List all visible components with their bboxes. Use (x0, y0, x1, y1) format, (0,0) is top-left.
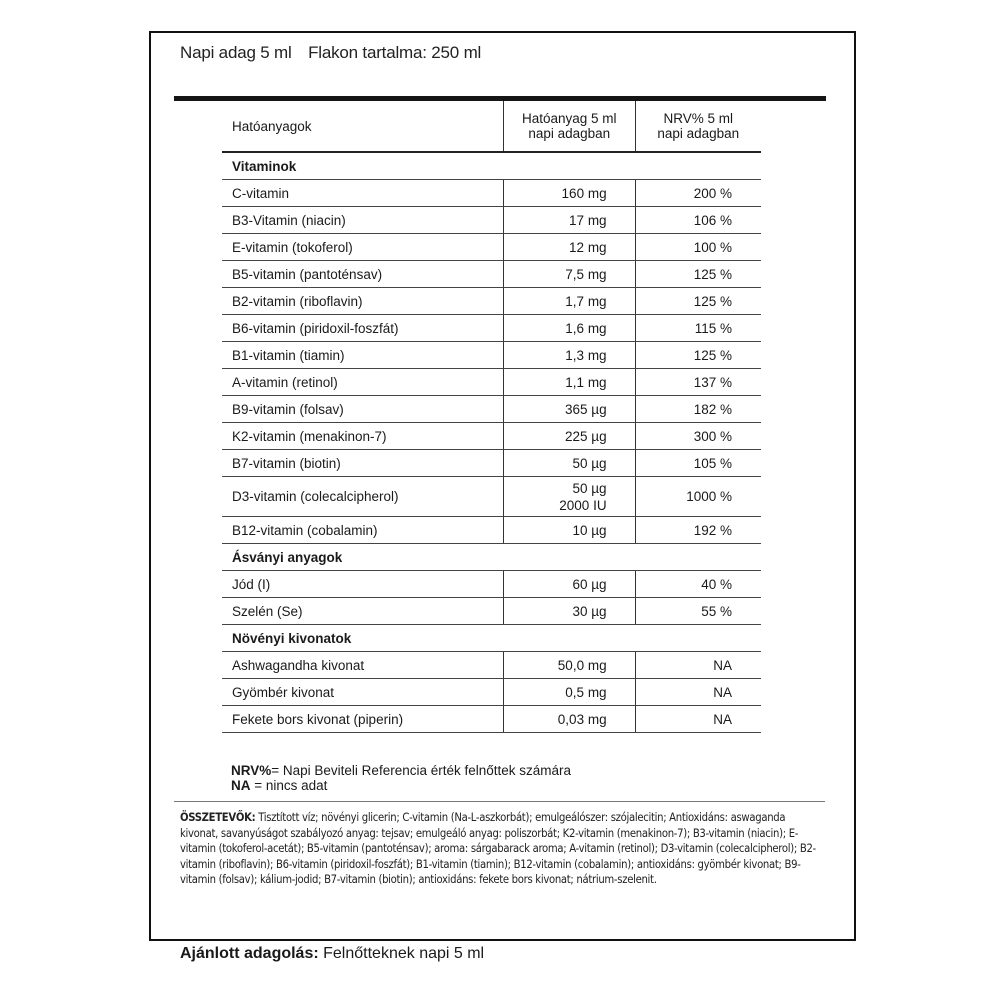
legend (231, 763, 571, 793)
table-row (222, 423, 761, 450)
ingredient-nrv: 106 % (635, 207, 761, 234)
section-spacer (503, 625, 635, 652)
ingredient-nrv: 182 % (635, 396, 761, 423)
ingredient-amount: 30 µg (503, 598, 635, 625)
table-row (222, 598, 761, 625)
ingredient-amount: 50 µg 2000 IU (503, 477, 635, 517)
ingredient-name: B12-vitamin (cobalamin) (222, 517, 503, 544)
table-row (222, 706, 761, 733)
ingredient-amount: 1,7 mg (503, 288, 635, 315)
product-header (180, 43, 481, 63)
table-row (222, 571, 761, 598)
ingredient-nrv: 125 % (635, 342, 761, 369)
table-row (222, 477, 761, 517)
ingredient-nrv: 125 % (635, 261, 761, 288)
ingredient-nrv: 192 % (635, 517, 761, 544)
nutrition-table (222, 101, 761, 733)
ingredient-name: E-vitamin (tokoferol) (222, 234, 503, 261)
ingredient-amount: 60 µg (503, 571, 635, 598)
ingredient-nrv: NA (635, 679, 761, 706)
section-row (222, 544, 761, 571)
ingredient-nrv: 1000 % (635, 477, 761, 517)
legend-na: NA = nincs adat (231, 778, 328, 793)
table-header-row (222, 101, 761, 152)
ingredient-name: Ashwagandha kivonat (222, 652, 503, 679)
ingredient-amount: 7,5 mg (503, 261, 635, 288)
section-spacer (635, 625, 761, 652)
ingredients-label: ÖSSZETEVŐK: (180, 811, 256, 824)
ingredient-name: Szelén (Se) (222, 598, 503, 625)
ingredient-amount: 17 mg (503, 207, 635, 234)
ingredient-nrv: 115 % (635, 315, 761, 342)
table-row (222, 180, 761, 207)
ingredient-nrv: 40 % (635, 571, 761, 598)
ingredient-name: C-vitamin (222, 180, 503, 207)
ingredient-name: A-vitamin (retinol) (222, 369, 503, 396)
bottle-contents: Flakon tartalma: 250 ml (308, 43, 482, 62)
table-row (222, 261, 761, 288)
ingredient-amount: 50,0 mg (503, 652, 635, 679)
daily-dose: Napi adag 5 ml (180, 43, 292, 62)
ingredient-nrv: 125 % (635, 288, 761, 315)
section-spacer (503, 544, 635, 571)
section-row (222, 152, 761, 180)
ingredient-name: K2-vitamin (menakinon-7) (222, 423, 503, 450)
ingredient-amount: 0,03 mg (503, 706, 635, 733)
table-row (222, 207, 761, 234)
table-row (222, 315, 761, 342)
ingredients-divider (174, 801, 825, 802)
ingredient-name: B3-Vitamin (niacin) (222, 207, 503, 234)
ingredient-name: B9-vitamin (folsav) (222, 396, 503, 423)
ingredient-amount: 0,5 mg (503, 679, 635, 706)
section-row (222, 625, 761, 652)
ingredients-list: Tisztított víz; növényi glicerin; C-vitamin (Na-L-aszkorbát); emulgeálószer: szójalecitin; Antioxidáns: aswaganda kivonat, savanyúságot szabályozó anyag: tejsav; emulgeáló anyag: poliszorbát; K2-vitamin (menakinon-7); B3-vitamin (niacin); E-vitamin (tokoferol-acetát); B5-vitamin (pantoténsav); aroma: sárgabarack aroma; A-vitamin (retinol); D3-vitamin (colecalcipherol); B2-vitamin (riboflavin); B6-vitamin (piridoxil-foszfát); B1-vitamin (tiamin); B12-vitamin (cobalamin); antioxidáns: gyömbér kivonat; B9-vitamin (folsav); kálium-jodid; B7-vitamin (biotin); antioxidáns: fekete bors kivonat; nátrium-szelenit. (180, 811, 816, 886)
ingredient-nrv: 300 % (635, 423, 761, 450)
ingredient-amount: 50 µg (503, 450, 635, 477)
ingredient-nrv: 100 % (635, 234, 761, 261)
section-title: Vitaminok (222, 152, 503, 180)
table-body (222, 152, 761, 733)
ingredient-amount: 225 µg (503, 423, 635, 450)
ingredient-amount: 160 mg (503, 180, 635, 207)
ingredient-name: D3-vitamin (colecalcipherol) (222, 477, 503, 517)
ingredient-name: B1-vitamin (tiamin) (222, 342, 503, 369)
ingredient-nrv: 200 % (635, 180, 761, 207)
section-title: Növényi kivonatok (222, 625, 503, 652)
col-header-amount: Hatóanyag 5 ml napi adagban (503, 101, 635, 152)
table-row (222, 288, 761, 315)
section-spacer (635, 152, 761, 180)
ingredient-amount: 1,6 mg (503, 315, 635, 342)
col-header-name: Hatóanyagok (222, 101, 503, 152)
dosage-text: Felnőtteknek napi 5 ml (318, 945, 485, 962)
ingredient-nrv: NA (635, 706, 761, 733)
ingredient-amount: 10 µg (503, 517, 635, 544)
ingredient-nrv: 137 % (635, 369, 761, 396)
legend-nrv: NRV%= Napi Beviteli Referencia érték felnőttek számára (231, 763, 572, 778)
col-header-nrv: NRV% 5 ml napi adagban (635, 101, 761, 152)
ingredient-amount: 12 mg (503, 234, 635, 261)
table-row (222, 517, 761, 544)
ingredient-name: Jód (I) (222, 571, 503, 598)
table-row (222, 396, 761, 423)
ingredients-text (180, 810, 825, 888)
ingredient-name: Fekete bors kivonat (piperin) (222, 706, 503, 733)
ingredient-nrv: 55 % (635, 598, 761, 625)
table-row (222, 450, 761, 477)
ingredient-amount: 365 µg (503, 396, 635, 423)
table-row (222, 652, 761, 679)
section-spacer (503, 152, 635, 180)
table-row (222, 369, 761, 396)
table-row (222, 679, 761, 706)
dosage-label: Ajánlott adagolás: (180, 945, 319, 962)
ingredient-nrv: 105 % (635, 450, 761, 477)
recommended-dosage (180, 945, 484, 963)
table-row (222, 234, 761, 261)
ingredient-name: Gyömbér kivonat (222, 679, 503, 706)
section-title: Ásványi anyagok (222, 544, 503, 571)
ingredient-name: B2-vitamin (riboflavin) (222, 288, 503, 315)
ingredient-amount: 1,1 mg (503, 369, 635, 396)
table-row (222, 342, 761, 369)
section-spacer (635, 544, 761, 571)
ingredient-amount: 1,3 mg (503, 342, 635, 369)
ingredient-name: B5-vitamin (pantoténsav) (222, 261, 503, 288)
ingredient-name: B7-vitamin (biotin) (222, 450, 503, 477)
ingredient-nrv: NA (635, 652, 761, 679)
ingredient-name: B6-vitamin (piridoxil-foszfát) (222, 315, 503, 342)
